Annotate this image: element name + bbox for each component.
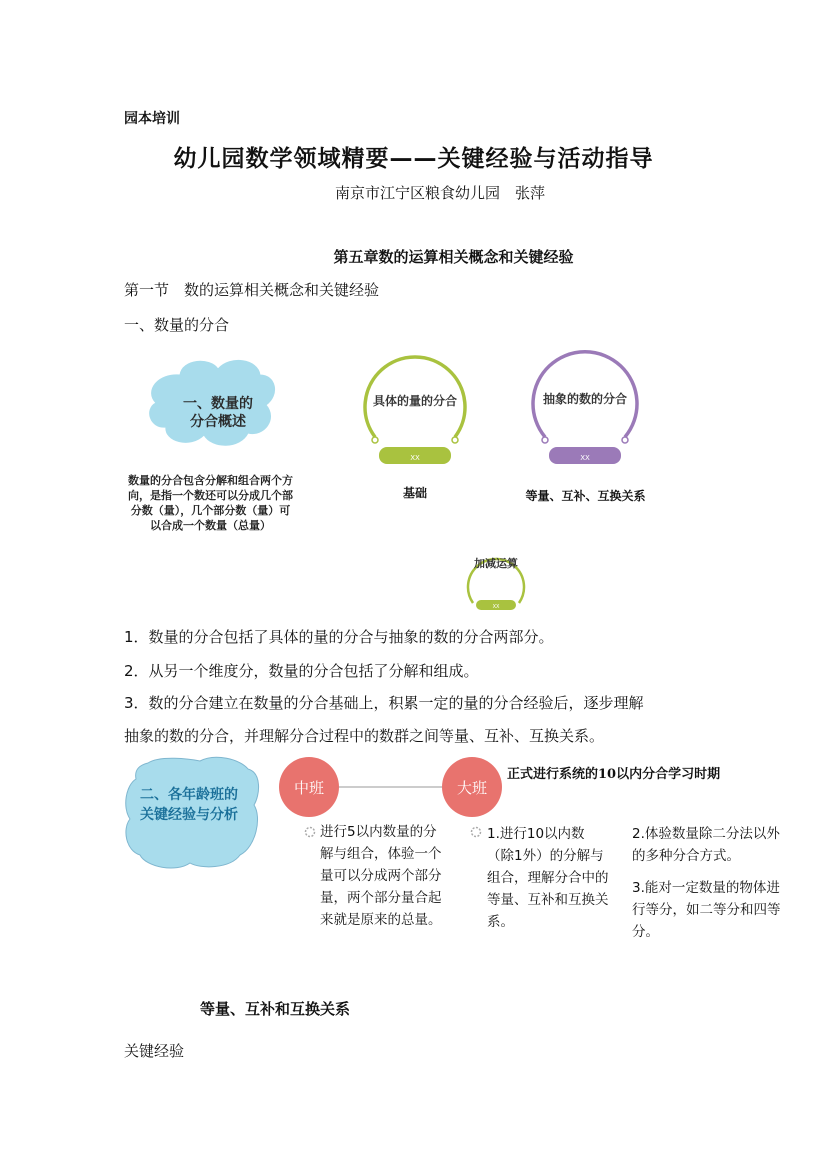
cloud-title: 一、数量的 分合概述 [183,396,253,430]
cloud-title-2: 二、各年龄班的关键经验与分析 [140,787,238,823]
doc-author: 南京市江宁区粮食幼儿园 张萍 [335,184,546,202]
bottom-heading: 等量、互补和互换关系 [200,1000,351,1018]
doc-title: 幼儿园数学领域精要——关键经验与活动指导 [173,146,654,172]
svg-text:XX: XX [492,604,500,610]
circle-label-senior: 大班 [456,779,487,797]
cloud-description: 数量的分合包含分解和组合两个方向，是指一个数还可以分成几个部分数（量），几个部分数（量）可以合成一个数量（总量） [128,474,293,532]
point-3-continued: 抽象的数的分合，并理解分合过程中的数群之间等量、互补、互换关系。 [124,727,605,745]
node1-caption: 基础 [402,486,427,500]
node3-label: 加减运算 [474,557,518,570]
middle-class-text: 进行5以内数量的分解与组合，体验一个量可以分成两个部分量，两个部分量合起来就是原来的总量。 [320,824,442,928]
bullet-icon [306,828,315,837]
svg-text:XX: XX [410,454,420,462]
doc-tag: 园本培训 [124,111,180,127]
section-heading: 第一节 数的运算相关概念和关键经验 [124,281,380,299]
point-1: 1．数量的分合包括了具体的量的分合与抽象的数的分合两部分。 [124,628,554,646]
age-group-diagram [120,755,800,955]
bottom-line: 关键经验 [124,1042,185,1060]
senior-text-2: 2.体验数量除二分法以外的多种分合方式。 [632,826,780,864]
circle-label-middle: 中班 [293,779,324,797]
bullet-icon [472,828,481,837]
senior-heading: 正式进行系统的10以内分合学习时期 [507,767,721,782]
subsection-heading: 一、数量的分合 [124,316,230,334]
svg-text:XX: XX [580,454,590,462]
node-abstract-number [533,352,637,464]
chapter-heading: 第五章数的运算相关概念和关键经验 [333,248,574,266]
node2-label: 抽象的数的分合 [542,392,627,406]
point-2: 2．从另一个维度分，数量的分合包括了分解和组成。 [124,662,479,680]
node2-caption: 等量、互补、互换关系 [525,489,646,503]
senior-text-1: 1.进行10以内数（除1外）的分解与组合，理解分合中的等量、互补和互换关系。 [487,826,609,930]
node-concrete-quantity [365,357,465,464]
senior-text-3: 3.能对一定数量的物体进行等分，如二等分和四等分。 [632,880,781,940]
point-3: 3．数的分合建立在数量的分合基础上，积累一定的量的分合经验后，逐步理解 [124,694,644,712]
concept-diagram [120,345,710,620]
node1-label: 具体的量的分合 [372,394,457,408]
